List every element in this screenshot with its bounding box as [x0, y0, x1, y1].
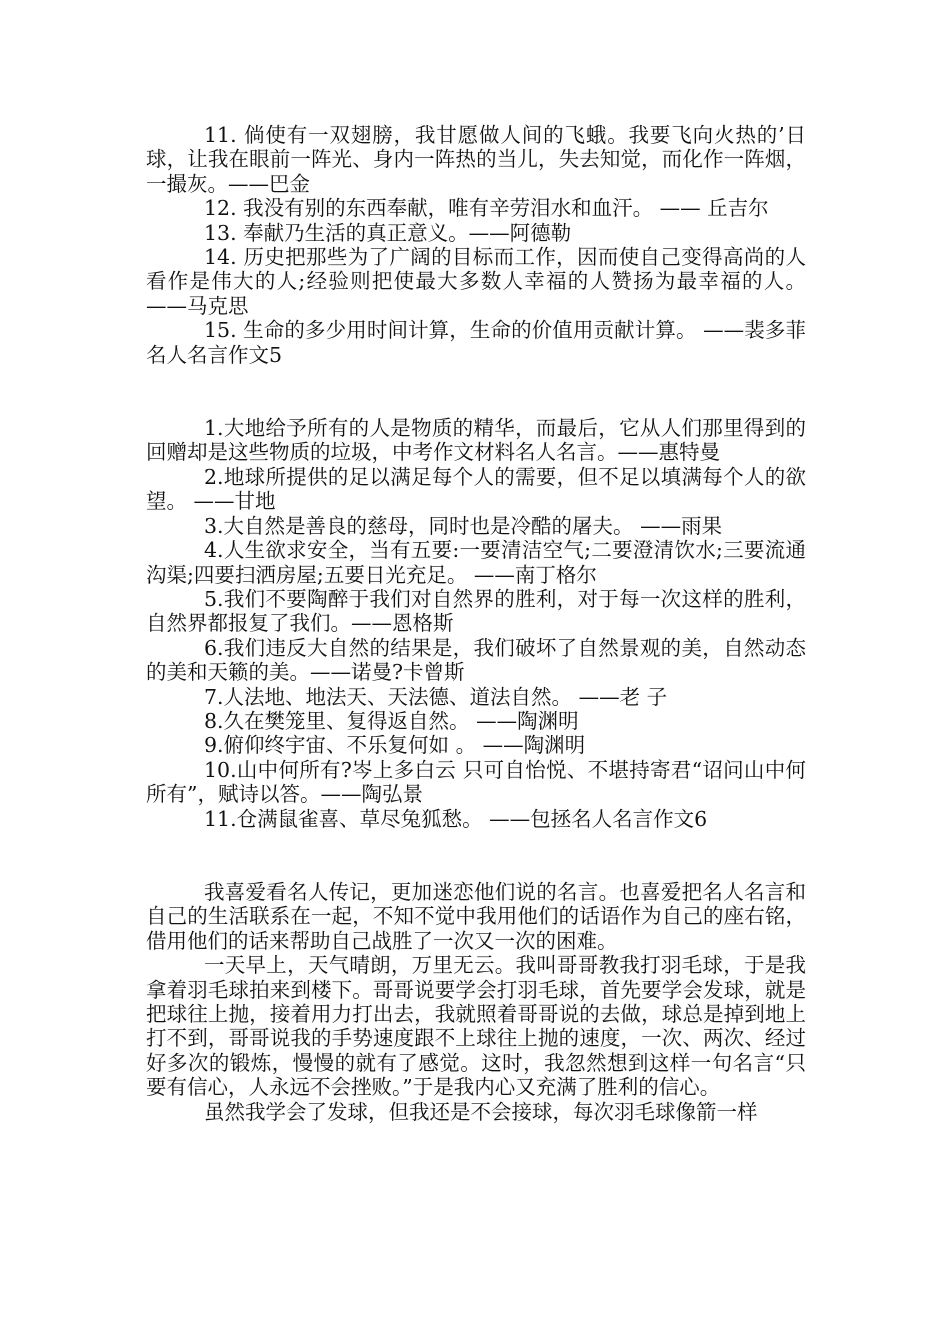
quote-paragraph: 10.山中何所有?岑上多白云 只可自怡悦、不堪持寄君“诏问山中何所有”，赋诗以答。——陶弘景 — [146, 757, 806, 807]
quote-paragraph: 13. 奉献乃生活的真正意义。——阿德勒 — [204, 220, 572, 245]
quote-paragraph: 3.大自然是善良的慈母，同时也是冷酷的屠夫。 ——雨果 — [204, 513, 723, 538]
section-spacer — [146, 831, 806, 880]
quote-paragraph: 11. 倘使有一双翅膀，我甘愿做人间的飞蛾。我要飞向火热的’日球，让我在眼前一阵光、身内一阵热的当儿，失去知觉，而化作一阵烟，一撮灰。——巴金 — [146, 123, 806, 196]
quote-paragraph: 1.大地给予所有的人是物质的精华，而最后，它从人们那里得到的回赠却是这些物质的垃圾，中考作文材料名人名言。——惠特曼 — [146, 416, 806, 465]
quote-paragraph: 15. 生命的多少用时间计算，生命的价值用贡献计算。 ——裴多菲名人名言作文5 — [146, 318, 806, 367]
quote-paragraph: 9.俯仰终宇宙、不乐复何如 。 ——陶渊明 — [204, 733, 586, 758]
quote-paragraph: 2.地球所提供的足以满足每个人的需要，但不足以填满每个人的欲望。 ——甘地 — [146, 464, 806, 514]
essay-paragraph: 虽然我学会了发球，但我还是不会接球，每次羽毛球像箭一样 — [204, 1099, 758, 1124]
quote-paragraph: 11.仓满鼠雀喜、草尽兔狐愁。 ——包拯名人名言作文6 — [204, 806, 708, 831]
quote-paragraph: 14. 历史把那些为了广阔的目标而工作，因而使自己变得高尚的人看作是伟大的人;经验则把使最大多数人幸福的人赞扬为最幸福的人。——马克思 — [146, 245, 806, 318]
quote-paragraph: 6.我们违反大自然的结果是，我们破坏了自然景观的美，自然动态的美和天籁的美。——诺曼?卡曾斯 — [146, 635, 806, 685]
document-page — [146, 123, 806, 1124]
quote-paragraph: 7.人法地、地法天、天法德、道法自然。 ——老 子 — [204, 684, 668, 709]
section-spacer — [146, 367, 806, 416]
quote-paragraph: 5.我们不要陶醉于我们对自然界的胜利，对于每一次这样的胜利，自然界都报复了我们。——恩格斯 — [146, 586, 806, 636]
essay-paragraph: 我喜爱看名人传记，更加迷恋他们说的名言。也喜爱把名人名言和自己的生活联系在一起，不知不觉中我用他们的话语作为自己的座右铭，借用他们的话来帮助自己战胜了一次又一次的困难。 — [146, 879, 806, 953]
quote-paragraph: 8.久在樊笼里、复得返自然。 ——陶渊明 — [204, 708, 579, 733]
essay-paragraph: 一天早上，天气晴朗，万里无云。我叫哥哥教我打羽毛球，于是我拿着羽毛球拍来到楼下。哥哥说要学会打羽毛球，首先要学会发球，就是把球往上抛，接着用力打出去，我就照着哥哥说的去做，球总是掉到地上打不到，哥哥说我的手势速度跟不上球往上抛的速度，一次、两次、经过好多次的锻炼，慢慢的就有了感觉。这时，我忽然想到这样一句名言“只要有信心，人永远不会挫败。”于是我内心又充满了胜利的信心。 — [146, 953, 806, 1100]
quote-paragraph: 4.人生欲求安全，当有五要:一要清洁空气;二要澄清饮水;三要流通沟渠;四要扫洒房屋;五要日光充足。 ——南丁格尔 — [146, 538, 806, 587]
quote-paragraph: 12. 我没有别的东西奉献，唯有辛劳泪水和血汗。 —— 丘吉尔 — [204, 196, 769, 221]
